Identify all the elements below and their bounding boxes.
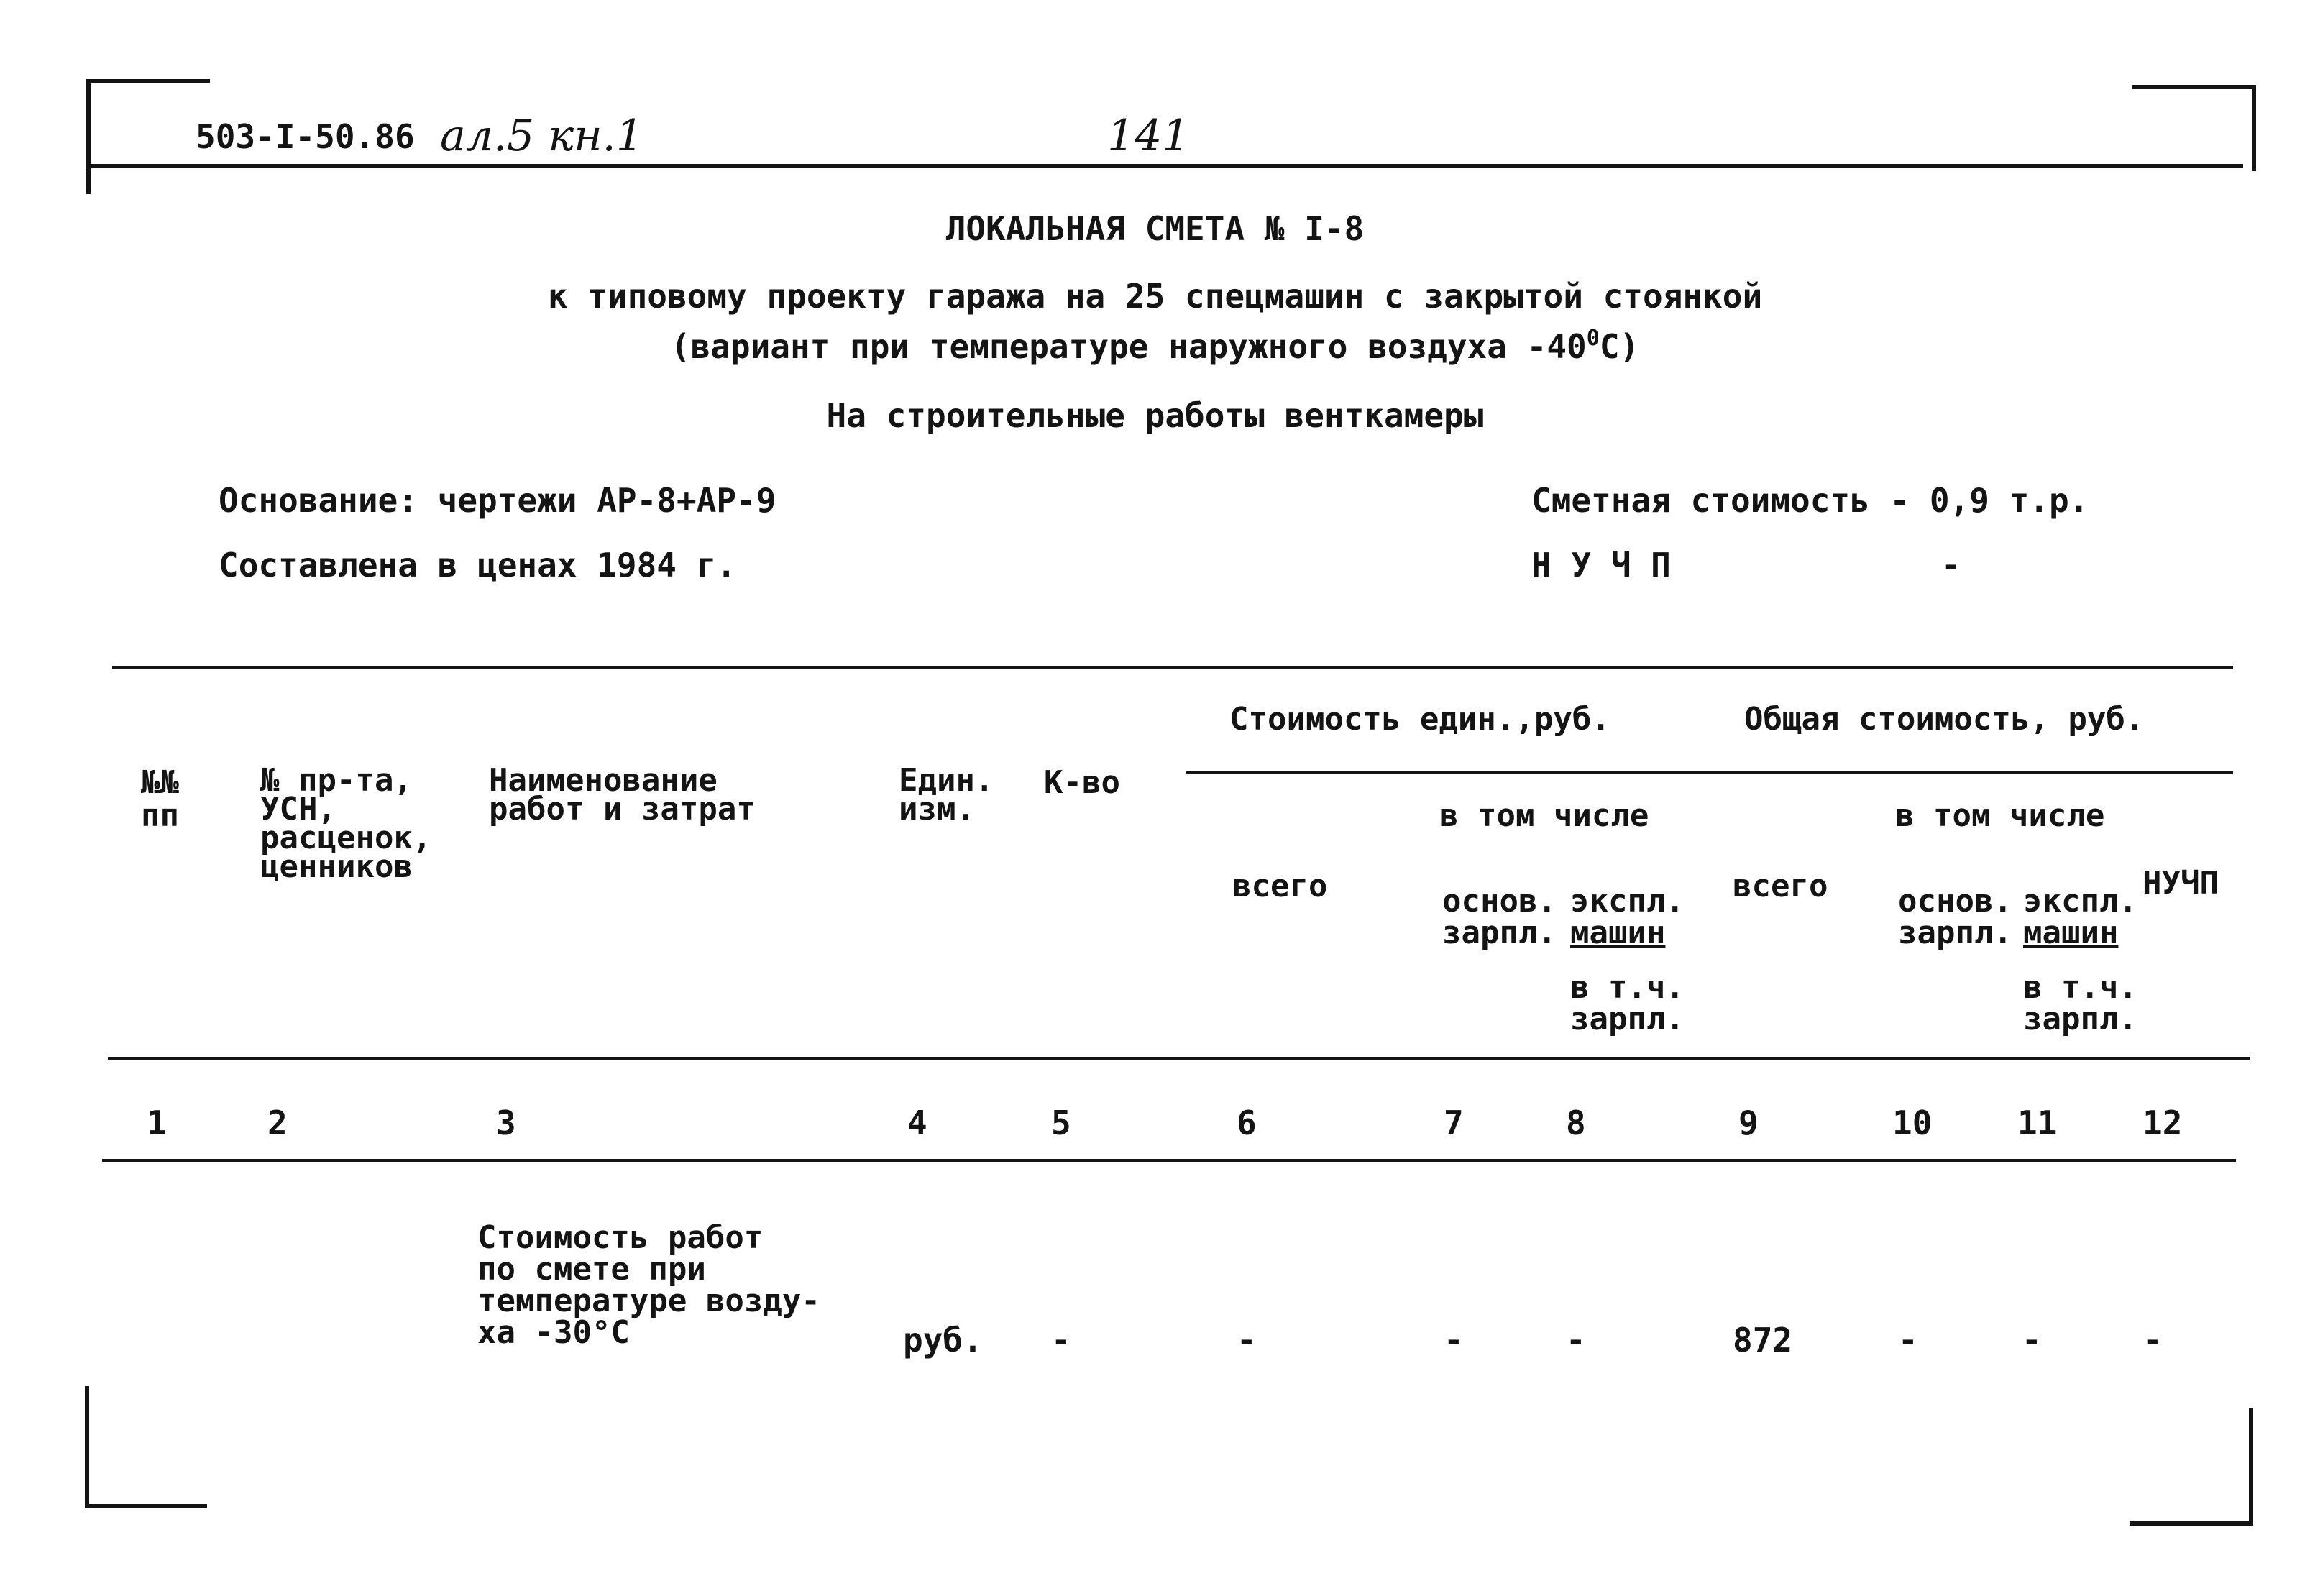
header-quantity: К-во [1044, 764, 1120, 801]
estimate-scope: На строительные работы венткамеры [826, 396, 1484, 435]
frame-top-left-h [86, 79, 210, 83]
degree-sign: 0 [1586, 326, 1600, 351]
estimate-variant [0, 328, 2310, 370]
header-unit-basic-wage: основ. зарпл. [1442, 883, 1557, 951]
header-unit-machine-sub: машин [1570, 914, 1666, 951]
estimate-title: ЛОКАЛЬНАЯ СМЕТА № I-8 [945, 209, 1365, 248]
variant-text: (вариант при температуре наружного воздуха -40 [670, 327, 1587, 366]
row-unit: руб. [903, 1321, 983, 1359]
variant-unit: С) [1599, 327, 1640, 366]
column-number: 7 [1444, 1104, 1464, 1142]
header-unit-incl: в том числе [1439, 797, 1649, 834]
column-number: 12 [2142, 1104, 2183, 1142]
frame-bottom-right-v [2249, 1408, 2253, 1526]
header-total-incl: в том числе [1895, 797, 2105, 834]
column-number: 8 [1566, 1104, 1586, 1142]
column-number: 9 [1738, 1104, 1759, 1142]
row-quantity: - [1051, 1321, 1071, 1359]
column-number: 10 [1892, 1104, 1933, 1142]
table-top-rule [112, 666, 2233, 669]
basis-line: Основание: чертежи АР-8+АР-9 [219, 481, 776, 520]
handwritten-reference: ал.5 кн.1 [440, 111, 643, 161]
header-total-basic-wage: основ. зарпл. [1898, 883, 2012, 951]
header-bottom-rule [108, 1057, 2250, 1060]
header-nuchp: НУЧП [2142, 865, 2219, 902]
header-rule [86, 164, 2243, 168]
frame-bottom-right-h [2130, 1521, 2253, 1526]
row-unit-machine: - [1566, 1321, 1586, 1359]
header-item-number: №№ пп [141, 764, 179, 834]
header-unit-machine [1570, 883, 1685, 951]
nuchp-label: Н У Ч П [1531, 546, 1671, 584]
row-nuchp: - [2142, 1321, 2163, 1359]
header-unit: Един. изм. [899, 762, 994, 827]
header-total-machine [2023, 883, 2137, 951]
column-number: 1 [147, 1104, 167, 1142]
header-work-name: Наименование работ и затрат [489, 762, 756, 827]
frame-top-right-v [2252, 85, 2256, 171]
header-total-incl-wage: в т.ч. зарпл. [2023, 969, 2137, 1037]
header-unit-total: всего [1232, 868, 1328, 904]
frame-bottom-left-h [85, 1504, 207, 1508]
frame-bottom-left-v [85, 1386, 89, 1508]
frame-top-right-h [2132, 85, 2256, 89]
header-unit-cost-group: Стоимость един.,руб. [1229, 701, 1610, 738]
prices-line: Составлена в ценах 1984 г. [219, 546, 737, 584]
header-total-cost-group: Общая стоимость, руб. [1744, 701, 2145, 738]
column-number: 4 [907, 1104, 927, 1142]
estimate-subtitle: к типовому проекту гаража на 25 спецмашин с закрытой стоянкой [547, 277, 1763, 316]
row-total-basic-wage: - [1898, 1321, 1918, 1359]
column-number: 5 [1051, 1104, 1071, 1142]
column-numbers-rule [102, 1159, 2236, 1162]
document-code: 503-I-50.86 [196, 117, 415, 156]
header-total-machine-label: экспл. [2023, 883, 2137, 919]
header-project-ref: № пр-та, УСН, расценок, ценников [260, 762, 432, 885]
header-total-machine-sub: машин [2023, 914, 2119, 951]
frame-top-left-v [86, 79, 91, 194]
header-total-total: всего [1733, 868, 1828, 904]
row-unit-total: - [1237, 1321, 1257, 1359]
row-total: 872 [1733, 1321, 1793, 1359]
nuchp-value: - [1941, 546, 1961, 584]
row-work-name: Стоимость работ по смете при температуре возду- ха -30°С [477, 1219, 820, 1351]
column-number: 3 [496, 1104, 516, 1142]
column-number: 2 [267, 1104, 288, 1142]
column-number: 11 [2017, 1104, 2058, 1142]
column-number: 6 [1237, 1104, 1257, 1142]
estimated-cost: Сметная стоимость - 0,9 т.р. [1531, 481, 2089, 520]
header-unit-incl-wage: в т.ч. зарпл. [1570, 969, 1685, 1037]
row-total-machine: - [2022, 1321, 2042, 1359]
header-group-rule [1186, 771, 2233, 774]
row-unit-basic-wage: - [1444, 1321, 1464, 1359]
page-number: 141 [1107, 111, 1190, 161]
header-unit-machine-label: экспл. [1570, 883, 1685, 919]
